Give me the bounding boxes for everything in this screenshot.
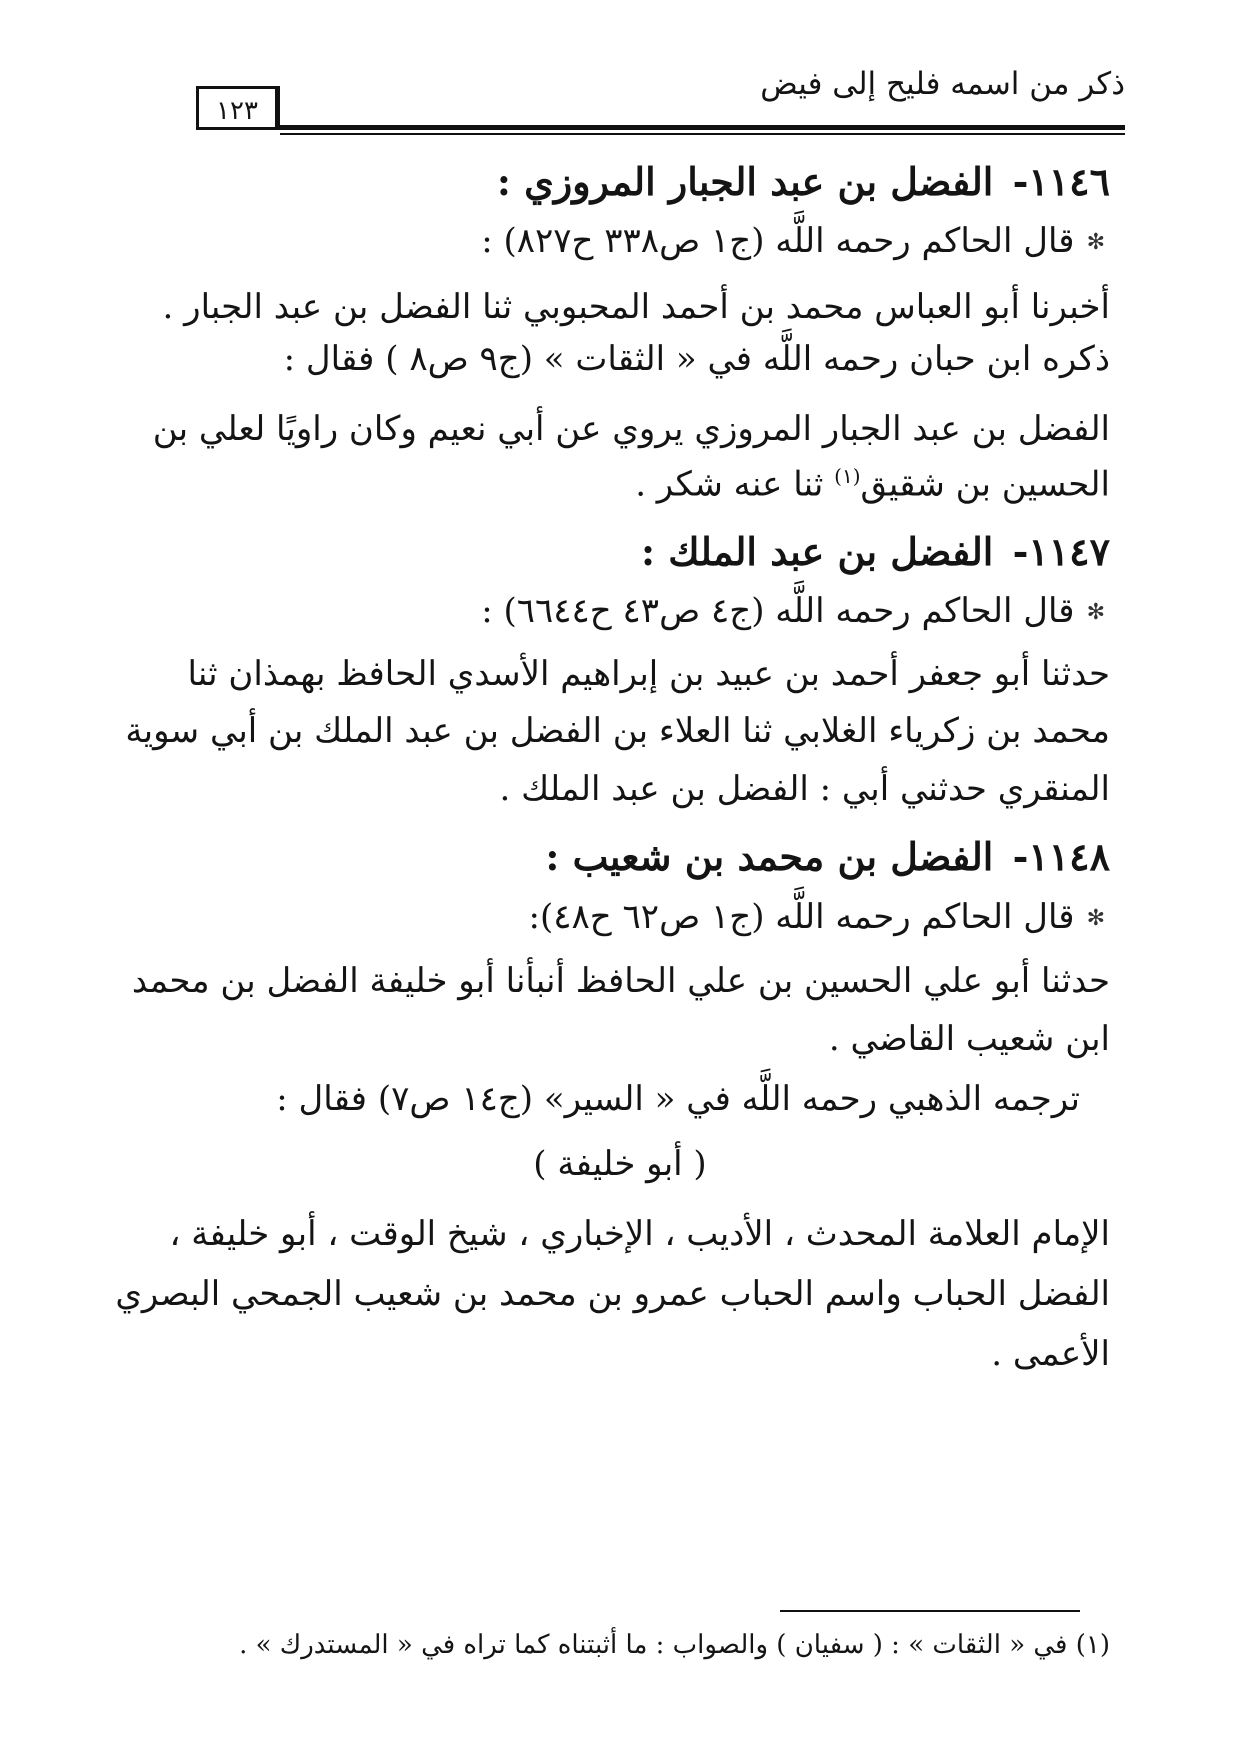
footnote-rule: [780, 1610, 1080, 1612]
entry-number: ١١٤٨-: [1012, 834, 1110, 879]
page-number-box: ١٢٣: [196, 86, 280, 130]
asterisk-icon: ✻: [1086, 600, 1105, 626]
body-line: ذكره ابن حبان رحمه اللَّه في « الثقات » (ج٩ ص٨ ) فقال :: [283, 339, 1110, 379]
entry-heading-1147: [641, 530, 1110, 574]
body-line: [635, 465, 1110, 504]
footnote-marker: (١): [834, 464, 861, 488]
source-text: قال الحاكم رحمه اللَّه (ج٤ ص٤٣ ح٦٦٤٤) :: [481, 591, 1075, 631]
entry-name: الفضل بن عبد الملك :: [641, 529, 994, 574]
body-line: المنقري حدثني أبي : الفضل بن عبد الملك .: [499, 769, 1110, 809]
source-text: قال الحاكم رحمه اللَّه (ج١ ص٦٢ ح٤٨):: [528, 897, 1075, 937]
entry-number: ١١٤٦-: [1012, 159, 1110, 204]
body-text: الحسين بن شقيق: [860, 464, 1110, 505]
body-text: ثنا عنه شكر .: [635, 464, 824, 505]
body-line: ابن شعيب القاضي .: [828, 1019, 1110, 1059]
asterisk-icon: ✻: [1086, 230, 1105, 256]
asterisk-icon: ✻: [1086, 906, 1105, 932]
footnote: (١) في « الثقات » : ( سفيان ) والصواب : ما أثبتناه كما تراه في « المستدرك » .: [239, 1630, 1110, 1660]
body-line: الأعمى .: [991, 1334, 1110, 1374]
entry-number: ١١٤٧-: [1012, 529, 1110, 574]
header-rule-thin: [280, 133, 1125, 135]
source-text: قال الحاكم رحمه اللَّه (ج١ ص٣٣٨ ح٨٢٧) :: [481, 221, 1075, 261]
running-header-title: ذكر من اسمه فليح إلى فيض: [760, 66, 1125, 102]
subheading-abu-khalifa: ( أبو خليفة ): [533, 1144, 707, 1184]
body-line: أخبرنا أبو العباس محمد بن أحمد المحبوبي ثنا الفضل بن عبد الجبار .: [162, 287, 1110, 327]
entry-name: الفضل بن محمد بن شعيب :: [545, 834, 994, 879]
body-line: ترجمه الذهبي رحمه اللَّه في « السير» (ج١٤ ص٧) فقال :: [276, 1079, 1080, 1119]
source-line: [481, 222, 1105, 261]
body-line: محمد بن زكرياء الغلابي ثنا العلاء بن الفضل بن عبد الملك بن أبي سوية: [125, 711, 1110, 751]
source-line: [481, 592, 1105, 631]
entry-heading-1146: [497, 160, 1110, 204]
body-line: حدثنا أبو جعفر أحمد بن عبيد بن إبراهيم الأسدي الحافظ بهمذان ثنا: [187, 654, 1110, 694]
body-line: الفضل بن عبد الجبار المروزي يروي عن أبي نعيم وكان راويًا لعلي بن: [152, 409, 1110, 449]
body-line: الفضل الحباب واسم الحباب عمرو بن محمد بن شعيب الجمحي البصري: [115, 1274, 1110, 1314]
entry-name: الفضل بن عبد الجبار المروزي :: [496, 159, 994, 204]
entry-heading-1148: [545, 835, 1110, 879]
body-line: الإمام العلامة المحدث ، الأديب ، الإخباري ، شيخ الوقت ، أبو خليفة ،: [169, 1214, 1110, 1254]
source-line: [529, 898, 1105, 937]
header-rule-thick: [280, 125, 1125, 130]
body-line: حدثنا أبو علي الحسين بن علي الحافظ أنبأنا أبو خليفة الفضل بن محمد: [131, 961, 1110, 1001]
